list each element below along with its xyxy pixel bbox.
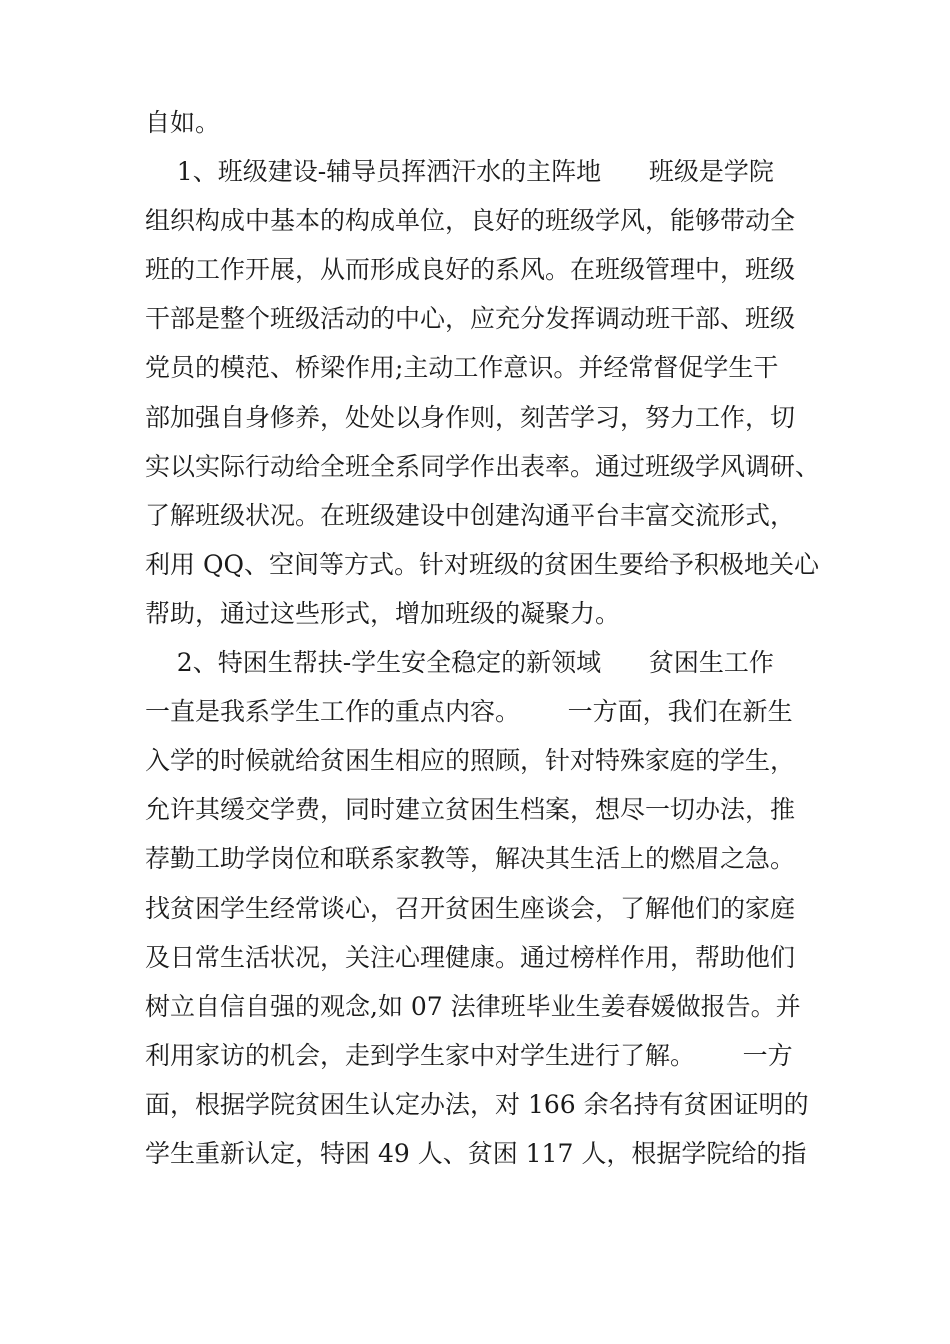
text-line: 树立自信自强的观念,如 07 法律班毕业生姜春媛做报告。并: [145, 991, 801, 1021]
text-line: 找贫困学生经常谈心，召开贫困生座谈会，了解他们的家庭: [145, 893, 796, 923]
text-line: 班的工作开展，从而形成良好的系风。在班级管理中，班级: [145, 255, 796, 285]
text-line: 了解班级状况。在班级建设中创建沟通平台丰富交流形式，: [145, 500, 796, 530]
text-line: 入学的时候就给贫困生相应的照顾，针对特殊家庭的学生，: [145, 746, 796, 776]
text-line: 1、班级建设-辅导员挥洒汗水的主阵地 班级是学院: [145, 157, 774, 187]
text-line: 一直是我系学生工作的重点内容。 一方面，我们在新生: [145, 697, 793, 727]
text-line: 面，根据学院贫困生认定办法，对 166 余名持有贫困证明的: [145, 1089, 809, 1119]
text-line: 2、特困生帮扶-学生安全稳定的新领域 贫困生工作: [145, 648, 774, 678]
text-line: 学生重新认定，特困 49 人、贫困 117 人，根据学院给的指: [145, 1138, 807, 1168]
body-text: [145, 98, 825, 1178]
text-line: 部加强自身修养，处处以身作则，刻苦学习，努力工作，切: [145, 402, 796, 432]
text-line: 利用 QQ、空间等方式。针对班级的贫困生要给予积极地关心: [145, 549, 819, 579]
text-line: 利用家访的机会，走到学生家中对学生进行了解。 一方: [145, 1040, 793, 1070]
text-line: 干部是整个班级活动的中心，应充分发挥调动班干部、班级: [145, 304, 796, 334]
text-line: 党员的模范、桥梁作用;主动工作意识。并经常督促学生干: [145, 353, 779, 383]
text-line: 组织构成中基本的构成单位，良好的班级学风，能够带动全: [145, 206, 796, 236]
text-line: 荐勤工助学岗位和联系家教等，解决其生活上的燃眉之急。: [145, 844, 796, 874]
text-line: 允许其缓交学费，同时建立贫困生档案，想尽一切办法，推: [145, 795, 796, 825]
text-line: 及日常生活状况，关注心理健康。通过榜样作用，帮助他们: [145, 942, 796, 972]
text-line: 实以实际行动给全班全系同学作出表率。通过班级学风调研、: [145, 451, 821, 481]
text-line: 帮助，通过这些形式，增加班级的凝聚力。: [145, 598, 621, 628]
text-line: 自如。: [145, 108, 221, 137]
